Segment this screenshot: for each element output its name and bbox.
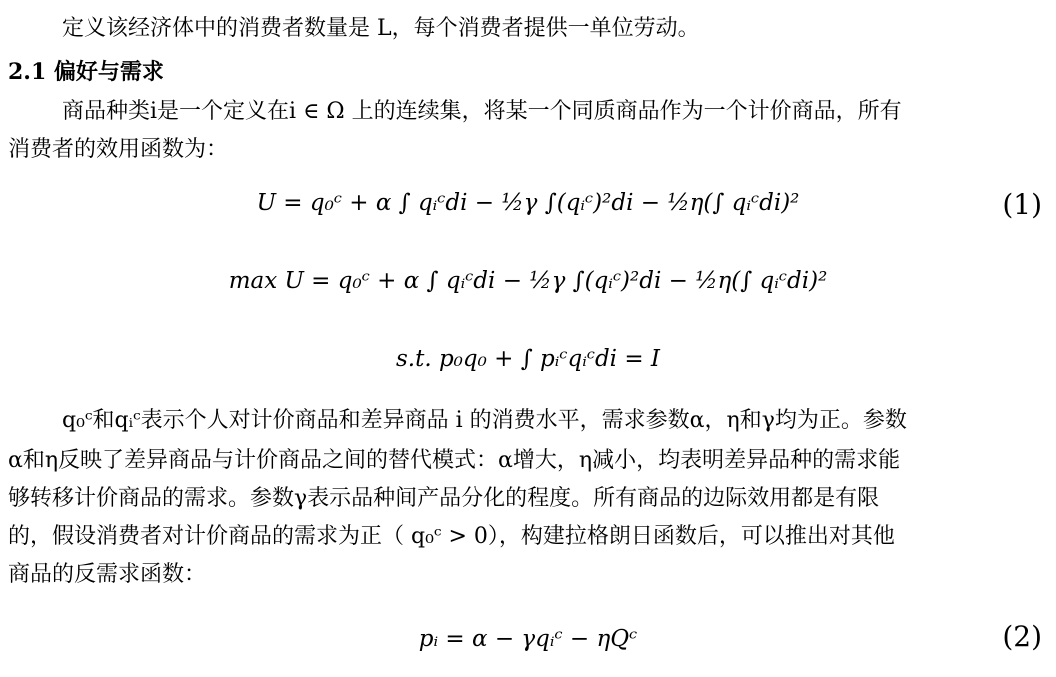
paragraph-line: 商品种类i是一个定义在i ∈ Ω 上的连续集，将某一个同质商品作为一个计价商品，所有 [62,99,902,124]
section-heading: 2.1 偏好与需求 [8,59,164,85]
paragraph-line: 的，假设消费者对计价商品的需求为正（ q₀ᶜ > 0），构建拉格朗日函数后，可以推出对其他 [8,524,895,549]
paragraph-line: q₀ᶜ和qᵢᶜ表示个人对计价商品和差异商品 i 的消费水平，需求参数α，η和γ均为正。参数 [62,408,907,433]
paragraph-line: 消费者的效用函数为： [8,137,229,162]
equation-max: max U = q₀ᶜ + α ∫ qᵢᶜdi − ½γ ∫(qᵢᶜ)²di − ½η(∫ qᵢᶜdi)² [228,268,828,294]
equation-number: (2) [1002,620,1042,653]
paragraph-line: α和η反映了差异商品与计价商品之间的替代模式：α增大，η减小，均表明差异品种的需求能 [8,448,901,473]
equation-constraint: s.t. p₀q₀ + ∫ pᵢᶜqᵢᶜdi = I [395,346,661,372]
equation-utility: U = q₀ᶜ + α ∫ qᵢᶜdi − ½γ ∫(qᵢᶜ)²di − ½η(∫ qᵢᶜdi)² [256,190,800,216]
equation-number: (1) [1002,188,1042,221]
equation-inverse-demand: pᵢ = α − γqᵢᶜ − ηQᶜ [418,626,638,652]
paragraph-line: 够转移计价商品的需求。参数γ表示品种间产品分化的程度。所有商品的边际效用都是有限 [8,486,880,511]
paragraph-line: 定义该经济体中的消费者数量是 L，每个消费者提供一单位劳动。 [62,16,700,41]
paragraph-line: 商品的反需求函数： [8,562,207,587]
